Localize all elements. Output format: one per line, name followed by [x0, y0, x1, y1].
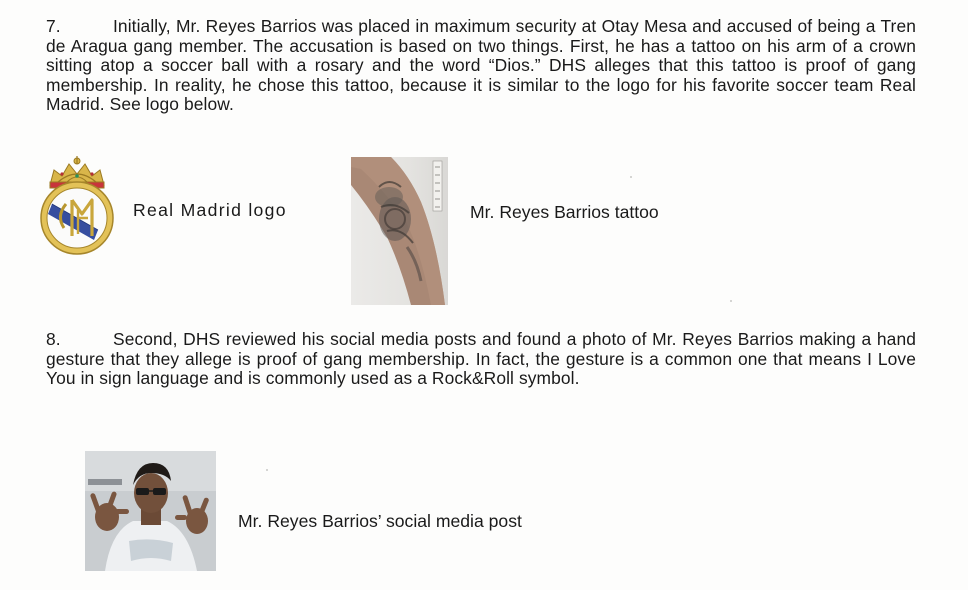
paragraph-number: 8. [46, 329, 61, 349]
scan-speck [266, 469, 268, 471]
paragraph-text: Second, DHS reviewed his social media posts and found a photo of Mr. Reyes Barrios making a hand gesture that they allege is proof of gang membership. In fact, the gesture is a common one that means I Love You in sign language and is commonly used as a Rock&Roll symbol. [46, 329, 916, 389]
paragraph-number: 7. [46, 16, 61, 36]
scan-speck [630, 176, 632, 178]
social-media-photo [85, 451, 216, 571]
paragraph-text: Initially, Mr. Reyes Barrios was placed in maximum security at Otay Mesa and accused of being a Tren de Aragua gang member. The accusation is based on two things. First, he has a tattoo on his arm of a crown sitting atop a soccer ball with a rosary and the word “Dios.” DHS alleges that this tattoo is proof of gang membership. In reality, he chose this tattoo, because it is similar to the logo for his favorite soccer team Real Madrid. See logo below. [46, 16, 916, 115]
social-media-caption: Mr. Reyes Barrios’ social media post [238, 511, 522, 531]
scan-speck [730, 300, 732, 302]
paragraph-8 [46, 330, 916, 389]
real-madrid-crest-icon [38, 152, 116, 256]
tattoo-photo [351, 157, 448, 305]
tattoo-caption: Mr. Reyes Barrios tattoo [470, 202, 659, 222]
logo-caption: Real Madrid logo [133, 200, 287, 220]
paragraph-7 [46, 17, 916, 115]
